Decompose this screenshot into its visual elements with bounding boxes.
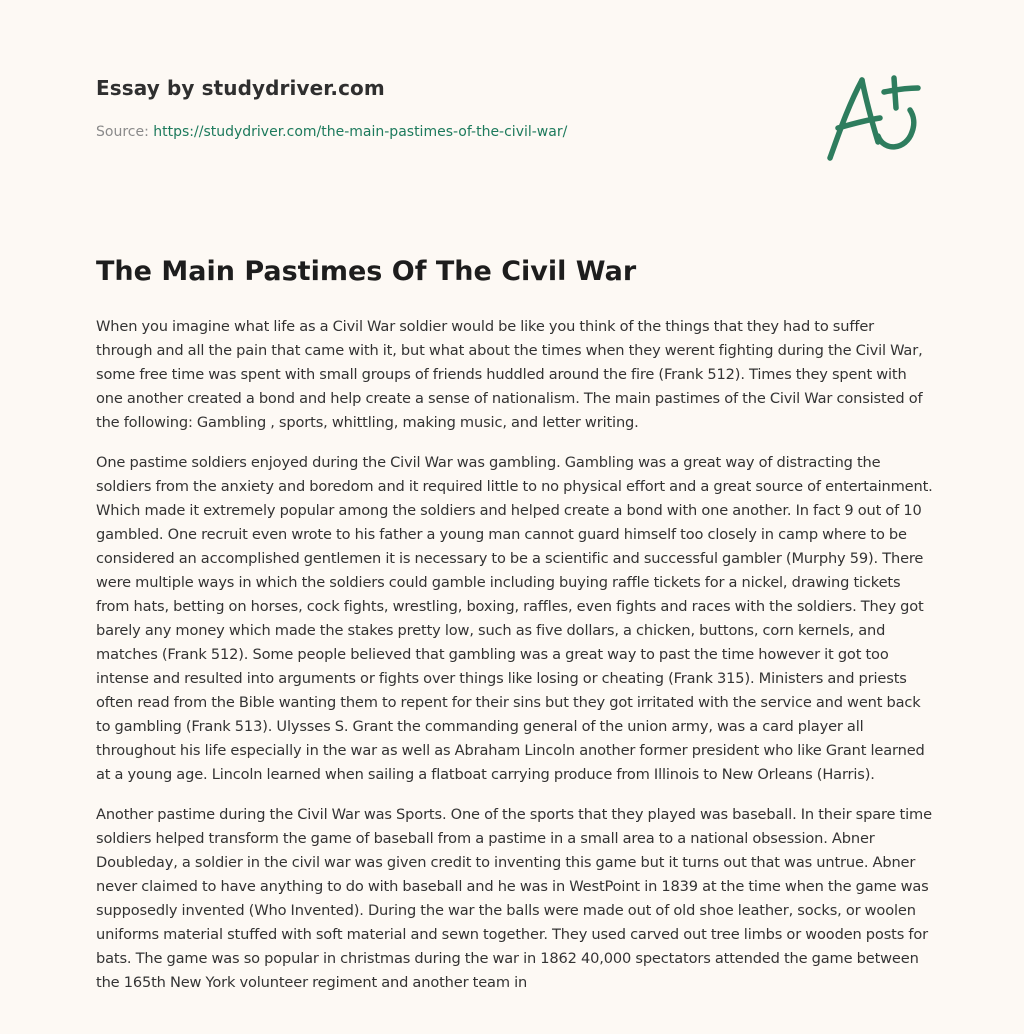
site-title: Essay by studydriver.com	[96, 76, 385, 100]
source-line	[96, 124, 567, 140]
source-link[interactable]: https://studydriver.com/the-main-pastimes-of-the-civil-war/	[153, 124, 568, 140]
source-label: Source:	[96, 124, 149, 140]
a-plus-logo-icon	[822, 66, 932, 166]
essay-body	[96, 315, 934, 1011]
essay-paragraph: When you imagine what life as a Civil War soldier would be like you think of the things that they had to suffer through and all the pain that came with it, but what about the times when they werent fighting during the Civil War, some free time was spent with small groups of friends huddled around the fire (Frank 512). Times they spent with one another created a bond and help create a sense of nationalism. The main pastimes of the Civil War consisted of the following: Gambling , sports, whittling, making music, and letter writing.	[96, 318, 923, 431]
essay-paragraph: Another pastime during the Civil War was Sports. One of the sports that they played was baseball. In their spare time soldiers helped transform the game of baseball from a pastime in a small area to a national obsession. Abner Doubleday, a soldier in the civil war was given credit to inventing this game but it turns out that was untrue. Abner never claimed to have anything to do with baseball and he was in WestPoint in 1839 at the time when the game was supposedly invented (Who Invented). During the war the balls were made out of old shoe leather, socks, or woolen uniforms material stuffed with soft material and sewn together. They used carved out tree limbs or wooden posts for bats. The game was so popular in christmas during the war in 1862 40,000 spectators attended the game between the 165th New York volunteer regiment and another team in	[96, 806, 932, 991]
essay-title: The Main Pastimes Of The Civil War	[96, 256, 637, 287]
essay-paragraph: One pastime soldiers enjoyed during the Civil War was gambling. Gambling was a great way of distracting the soldiers from the anxiety and boredom and it required little to no physical effort and a great source of entertainment. Which made it extremely popular among the soldiers and helped create a bond with one another. In fact 9 out of 10 gambled. One recruit even wrote to his father a young man cannot guard himself too closely in camp where to be considered an accomplished gentlemen it is necessary to be a scientific and successful gambler (Murphy 59). There were multiple ways in which the soldiers could gamble including buying raffle tickets for a nickel, drawing tickets from hats, betting on horses, cock fights, wrestling, boxing, raffles, even fights and races with the soldiers. They got barely any money which made the stakes pretty low, such as five dollars, a chicken, buttons, corn kernels, and matches (Frank 512). Some people believed that gambling was a great way to past the time however it got too intense and resulted into arguments or fights over things like losing or cheating (Frank 315). Ministers and priests often read from the Bible wanting them to repent for their sins but they got irritated with the service and went back to gambling (Frank 513). Ulysses S. Grant the commanding general of the union army, was a card player all throughout his life especially in the war as well as Abraham Lincoln another former president who like Grant learned at a young age. Lincoln learned when sailing a flatboat carrying produce from Illinois to New Orleans (Harris).	[96, 454, 933, 783]
